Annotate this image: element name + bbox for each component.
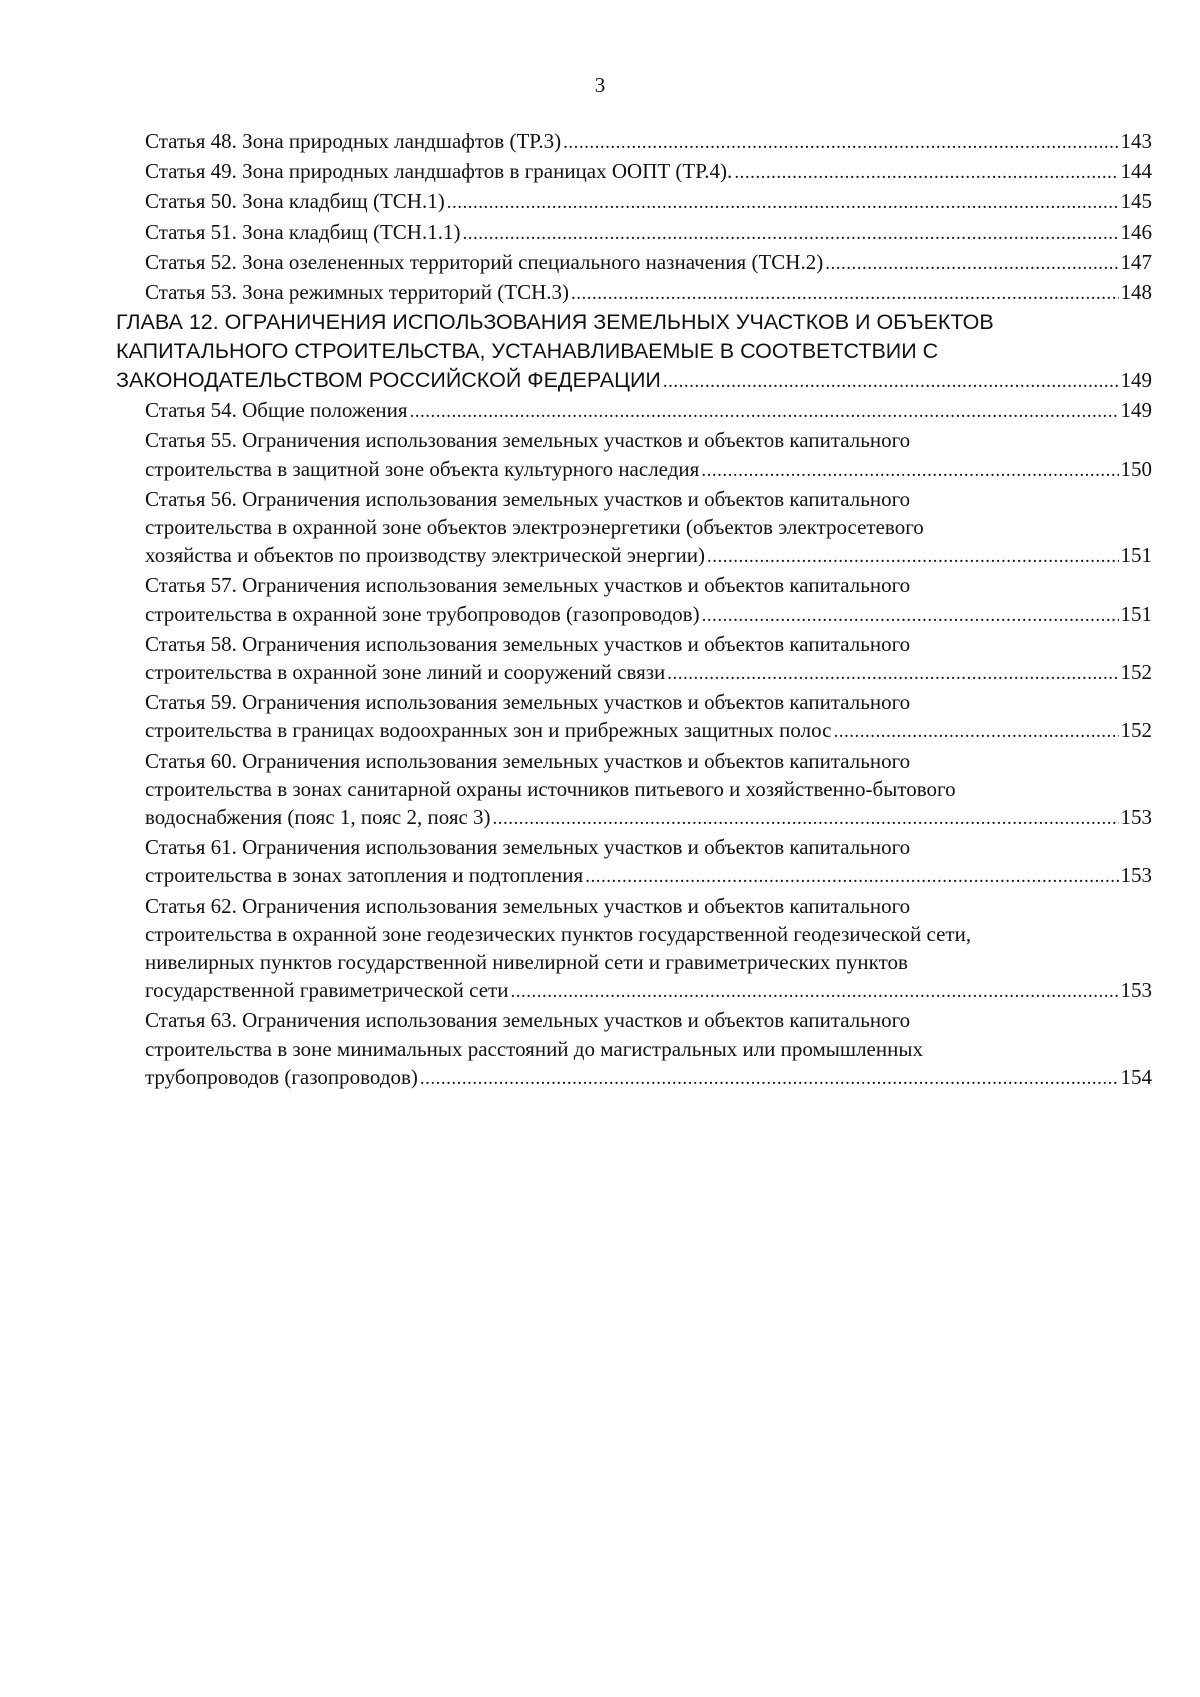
- dot-leader: [833, 718, 1118, 746]
- toc-entry-line: [145, 630, 1152, 658]
- toc-page-number: 154: [1120, 1064, 1152, 1089]
- toc-entry-line: [145, 455, 1152, 485]
- toc-entry-line: [145, 658, 1152, 688]
- toc-article-entry[interactable]: [116, 688, 1152, 746]
- toc-entry-title: государственной гравиметрической сети: [145, 978, 509, 1003]
- toc-entry-title: строительства в защитной зоне объекта культурного наследия: [145, 456, 700, 481]
- toc-entry-line: [116, 337, 1152, 366]
- toc-article-entry[interactable]: [116, 278, 1152, 308]
- toc-entry-title: КАПИТАЛЬНОГО СТРОИТЕЛЬСТВА, УСТАНАВЛИВАЕМЫЕ В СООТВЕТСТВИИ С: [116, 339, 939, 364]
- toc-entry-title: Статья 48. Зона природных ландшафтов (ТР.3): [145, 129, 562, 153]
- toc-entry-line: [145, 688, 1152, 716]
- toc-article-entry[interactable]: [116, 1006, 1152, 1093]
- toc-entry-line: [116, 308, 1152, 337]
- toc-page-number: 153: [1120, 805, 1152, 830]
- toc-entry-line: [145, 485, 1152, 513]
- toc-entry-line: [145, 600, 1152, 630]
- toc-entry-title: водоснабжения (пояс 1, пояс 2, пояс 3): [145, 805, 491, 830]
- toc-entry-line: [145, 218, 1152, 248]
- toc-entry-title: Статья 53. Зона режимных территорий (ТСН.3): [145, 280, 569, 305]
- toc-entry-title: Статья 55. Ограничения использования земельных участков и объектов капитального: [145, 428, 911, 453]
- toc-entry-line: [145, 747, 1152, 775]
- toc-article-entry[interactable]: [116, 426, 1152, 484]
- page-number: 3: [594, 73, 606, 97]
- dot-leader: [510, 978, 1118, 1006]
- toc-page-number: 151: [1120, 543, 1152, 568]
- toc-page-number: 149: [1120, 398, 1152, 423]
- toc-entry-line: [145, 1063, 1152, 1093]
- toc-article-entry[interactable]: [116, 396, 1152, 426]
- toc-entry-title: Статья 63. Ограничения использования земельных участков и объектов капитального: [145, 1008, 911, 1033]
- toc-article-entry[interactable]: [116, 892, 1152, 1007]
- dot-leader: [571, 280, 1119, 308]
- toc-entry-line: [145, 278, 1152, 308]
- toc-entry-line: [145, 396, 1152, 426]
- toc-entry-title: строительства в охранной зоне объектов электроэнергетики (объектов электросетевого: [145, 515, 924, 540]
- toc-entry-line: [145, 976, 1152, 1006]
- toc-article-entry[interactable]: [116, 833, 1152, 891]
- toc-page-number: 143: [1120, 129, 1152, 153]
- toc-page-number: 153: [1120, 863, 1152, 888]
- toc-entry-title: строительства в границах водоохранных зон и прибрежных защитных полос: [145, 718, 832, 743]
- toc-entry-title: трубопроводов (газопроводов): [145, 1064, 418, 1089]
- toc-entry-title: строительства в зоне минимальных расстояний до магистральных или промышленных: [145, 1036, 923, 1061]
- toc-entry-title: строительства в зонах затопления и подтопления: [145, 863, 584, 888]
- dot-leader: [667, 660, 1118, 688]
- toc-entry-line: [145, 541, 1152, 571]
- toc-entry-title: строительства в охранной зоне линий и сооружений связи: [145, 660, 666, 685]
- toc-page-number: 151: [1120, 601, 1152, 626]
- toc-entry-title: Статья 49. Зона природных ландшафтов в границах ООПТ (ТР.4).: [145, 159, 733, 184]
- toc-entry-title: Статья 54. Общие положения: [145, 398, 408, 423]
- toc-entry-line: [145, 513, 1152, 541]
- toc-article-entry[interactable]: [116, 571, 1152, 629]
- dot-leader: [734, 159, 1118, 187]
- toc-page-number: 153: [1120, 978, 1152, 1003]
- toc-entry-title: строительства в зонах санитарной охраны источников питьевого и хозяйственно-бытового: [145, 776, 956, 801]
- toc-article-entry[interactable]: [116, 127, 1152, 157]
- toc-page-number: 150: [1120, 456, 1152, 481]
- toc-page-number: 149: [1120, 368, 1152, 393]
- toc-entry-title: строительства в охранной зоне геодезических пунктов государственной геодезической сети,: [145, 921, 972, 946]
- toc-page-number: 144: [1120, 159, 1152, 184]
- dot-leader: [702, 602, 1119, 630]
- dot-leader: [825, 250, 1118, 278]
- toc-article-entry[interactable]: [116, 187, 1152, 217]
- toc-page-number: 147: [1120, 249, 1152, 274]
- toc-entry-line: [145, 920, 1152, 948]
- dot-leader: [447, 189, 1119, 217]
- toc-entry-line: [145, 1006, 1152, 1034]
- toc-entry-line: [145, 248, 1152, 278]
- toc-page-number: 145: [1120, 189, 1152, 214]
- toc-page-number: 152: [1120, 718, 1152, 743]
- toc-entry-title: Статья 51. Зона кладбищ (ТСН.1.1): [145, 219, 461, 244]
- toc-entry-title: Статья 59. Ограничения использования земельных участков и объектов капитального: [145, 690, 911, 715]
- toc-entry-line: [116, 366, 1152, 396]
- toc-article-entry[interactable]: [116, 747, 1152, 834]
- toc-page-number: 152: [1120, 660, 1152, 685]
- toc-entry-title: Статья 62. Ограничения использования земельных участков и объектов капитального: [145, 893, 911, 918]
- toc-entry-title: Статья 52. Зона озелененных территорий специального назначения (ТСН.2): [145, 249, 824, 274]
- toc-page-number: 146: [1120, 219, 1152, 244]
- dot-leader: [410, 398, 1119, 426]
- dot-leader: [493, 805, 1119, 833]
- toc-entry-title: ЗАКОНОДАТЕЛЬСТВОМ РОССИЙСКОЙ ФЕДЕРАЦИИ: [116, 368, 661, 393]
- toc-article-entry[interactable]: [116, 630, 1152, 688]
- toc-entry-title: ГЛАВА 12. ОГРАНИЧЕНИЯ ИСПОЛЬЗОВАНИЯ ЗЕМЕЛЬНЫХ УЧАСТКОВ И ОБЪЕКТОВ: [116, 310, 994, 335]
- toc-chapter-entry[interactable]: [116, 308, 1152, 396]
- toc-entry-line: [145, 803, 1152, 833]
- table-of-contents: [116, 127, 1152, 1093]
- toc-entry-title: хозяйства и объектов по производству электрической энергии): [145, 543, 706, 568]
- toc-entry-line: [145, 127, 1152, 157]
- toc-article-entry[interactable]: [116, 157, 1152, 187]
- dot-leader: [663, 367, 1119, 396]
- toc-entry-line: [145, 426, 1152, 454]
- toc-entry-title: нивелирных пунктов государственной нивелирной сети и гравиметрических пунктов: [145, 950, 908, 975]
- toc-entry-title: Статья 57. Ограничения использования земельных участков и объектов капитального: [145, 573, 911, 598]
- toc-entry-title: Статья 58. Ограничения использования земельных участков и объектов капитального: [145, 631, 911, 656]
- toc-entry-line: [145, 775, 1152, 803]
- toc-entry-title: Статья 56. Ограничения использования земельных участков и объектов капитального: [145, 486, 911, 511]
- toc-entry-line: [145, 571, 1152, 599]
- toc-entry-line: [145, 892, 1152, 920]
- dot-leader: [585, 863, 1118, 891]
- toc-entry-title: строительства в охранной зоне трубопроводов (газопроводов): [145, 601, 700, 626]
- dot-leader: [707, 543, 1118, 571]
- toc-article-entry[interactable]: [116, 485, 1152, 572]
- dot-leader: [462, 220, 1118, 248]
- dot-leader: [420, 1065, 1119, 1093]
- toc-article-entry[interactable]: [116, 218, 1152, 248]
- toc-entry-line: [145, 861, 1152, 891]
- toc-article-entry[interactable]: [116, 248, 1152, 278]
- toc-entry-title: Статья 60. Ограничения использования земельных участков и объектов капитального: [145, 748, 911, 773]
- toc-page-number: 148: [1120, 280, 1152, 305]
- toc-entry-title: Статья 61. Ограничения использования земельных участков и объектов капитального: [145, 835, 911, 860]
- toc-entry-line: [145, 187, 1152, 217]
- toc-entry-line: [145, 716, 1152, 746]
- toc-entry-title: Статья 50. Зона кладбищ (ТСН.1): [145, 189, 445, 214]
- dot-leader: [563, 129, 1118, 157]
- dot-leader: [701, 457, 1118, 485]
- toc-entry-line: [145, 157, 1152, 187]
- toc-entry-line: [145, 1035, 1152, 1063]
- toc-entry-line: [145, 948, 1152, 976]
- toc-entry-line: [145, 833, 1152, 861]
